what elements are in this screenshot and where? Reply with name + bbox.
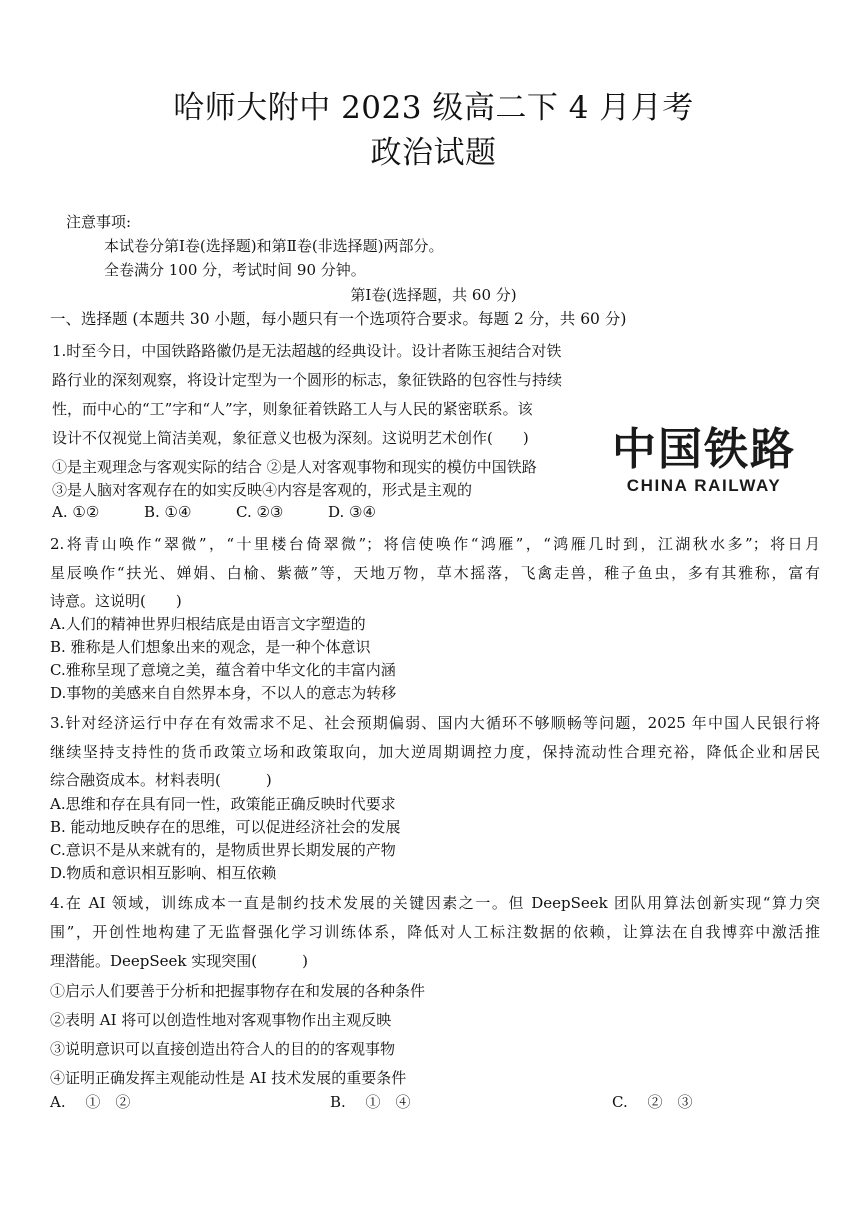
- q4-option-b: B. ① ④: [330, 1093, 411, 1111]
- q1-option-a: A. ①②: [52, 503, 100, 521]
- part-title: 一、选择题 (本题共 30 小题，每小题只有一个选项符合要求。每题 2 分，共 60 分): [50, 310, 627, 328]
- logo-english-text: CHINA RAILWAY: [626, 476, 782, 495]
- q4-option-c: C. ② ③: [612, 1093, 693, 1111]
- q1-option-c: C. ②③: [236, 503, 284, 521]
- notice-line: 本试卷分第Ⅰ卷(选择题)和第Ⅱ卷(非选择题)两部分。: [104, 237, 444, 255]
- q1-statement: ③是人脑对客观存在的如实反映④内容是客观的，形式是主观的: [52, 481, 473, 499]
- q4-option-a: A. ① ②: [50, 1093, 131, 1111]
- q2-stem-line: 诗意。这说明( ): [50, 592, 182, 610]
- q3-option-d: D.物质和意识相互影响、相互依赖: [50, 864, 277, 882]
- q3-stem-line: 继续坚持支持性的货币政策立场和政策取向，加大逆周期调控力度，保持流动性合理充裕，降低企业和居民: [50, 743, 820, 761]
- q4-stem-line: 理潜能。DeepSeek 实现突围( ): [50, 952, 308, 970]
- notice-line: 全卷满分 100 分，考试时间 90 分钟。: [104, 261, 366, 279]
- q3-stem-line: 3.针对经济运行中存在有效需求不足、社会预期偏弱、国内大循环不够顺畅等问题，2025 年中国人民银行将: [50, 714, 820, 732]
- q1-option-b: B. ①④: [144, 503, 192, 521]
- notice-heading: 注意事项:: [66, 213, 132, 231]
- q1-stem-line: 性，而中心的“工”字和“人”字，则象征着铁路工人与人民的紧密联系。该: [52, 400, 533, 418]
- volume-title: 第Ⅰ卷(选择题，共 60 分): [350, 286, 517, 304]
- q2-option-d: D.事物的美感来自自然界本身，不以人的意志为转移: [50, 684, 397, 702]
- china-railway-logo: [604, 424, 804, 504]
- q1-stem-line: 设计不仅视觉上简洁美观，象征意义也极为深刻。这说明艺术创作( ): [52, 429, 529, 447]
- exam-title: 哈师大附中 2023 级高二下 4 月月考: [173, 90, 694, 126]
- q4-stem-line: 4.在 AI 领域，训练成本一直是制约技术发展的关键因素之一。但 DeepSeek 团队用算法创新实现“算力突: [50, 894, 820, 912]
- q2-option-b: B. 雅称是人们想象出来的观念，是一种个体意识: [50, 638, 371, 656]
- q1-option-d: D. ③④: [328, 503, 376, 521]
- q1-stem-line: 路行业的深刻观察，将设计定型为一个圆形的标志，象征铁路的包容性与持续: [52, 371, 563, 389]
- exam-subtitle: 政治试题: [370, 135, 497, 171]
- q2-option-a: A.人们的精神世界归根结底是由语言文字塑造的: [50, 615, 366, 633]
- q2-option-c: C.雅称呈现了意境之美，蕴含着中华文化的丰富内涵: [50, 661, 396, 679]
- q4-statement: ④证明正确发挥主观能动性是 AI 技术发展的重要条件: [50, 1069, 407, 1087]
- q3-option-a: A.思维和存在具有同一性，政策能正确反映时代要求: [50, 795, 396, 813]
- q1-statement: ①是主观理念与客观实际的结合 ②是人对客观事物和现实的模仿中国铁路: [52, 458, 537, 476]
- q1-stem-line: 1.时至今日，中国铁路路徽仍是无法超越的经典设计。设计者陈玉昶结合对铁: [52, 342, 562, 360]
- q2-stem-line: 星辰唤作“扶光、婵娟、白榆、紫薇”等，天地万物，草木摇落，飞禽走兽，稚子鱼虫，多有其雅称，富有: [50, 564, 820, 582]
- q3-option-b: B. 能动地反映存在的思维，可以促进经济社会的发展: [50, 818, 401, 836]
- q4-statement: ①启示人们要善于分析和把握事物存在和发展的各种条件: [50, 982, 426, 1000]
- q4-statement: ②表明 AI 将可以创造性地对客观事物作出主观反映: [50, 1011, 392, 1029]
- q3-stem-line: 综合融资成本。材料表明( ): [50, 771, 272, 789]
- logo-chinese-text: 中国铁路: [612, 424, 796, 475]
- q3-option-c: C.意识不是从来就有的，是物质世界长期发展的产物: [50, 841, 396, 859]
- q4-statement: ③说明意识可以直接创造出符合人的目的的客观事物: [50, 1040, 396, 1058]
- q4-stem-line: 围”，开创性地构建了无监督强化学习训练体系，降低对人工标注数据的依赖，让算法在自我博弈中激活推: [50, 923, 820, 941]
- q2-stem-line: 2.将青山唤作“翠微”，“十里楼台倚翠微”；将信使唤作“鸿雁”，“鸿雁几时到，江湖秋水多”；将日月: [50, 535, 820, 553]
